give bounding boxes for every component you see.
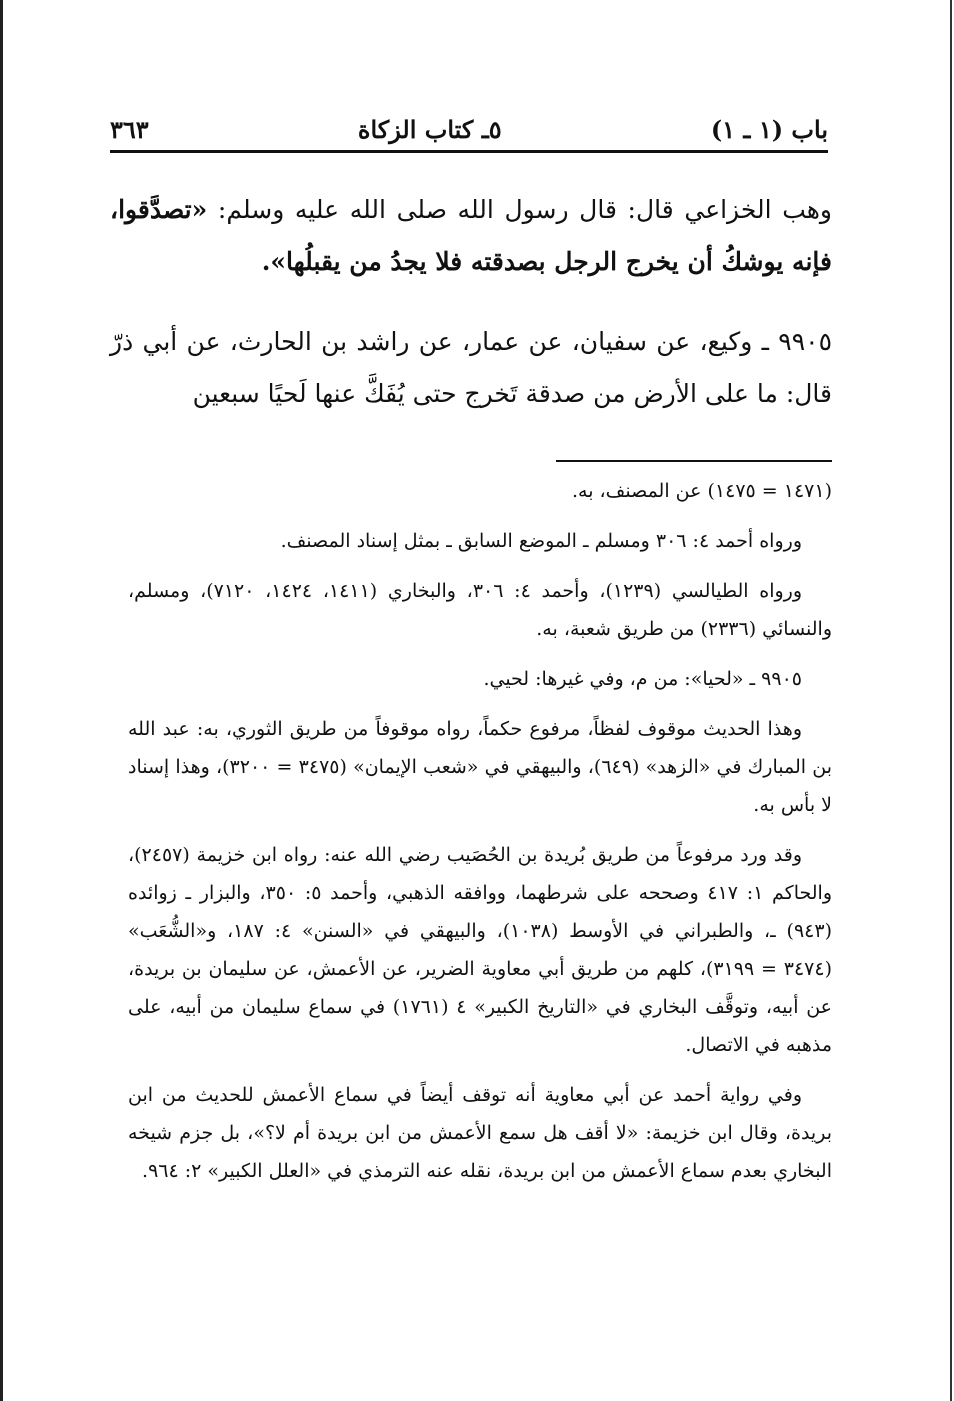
page-number: ٣٦٣ (110, 114, 149, 144)
footnotes (128, 472, 832, 1202)
page-edge-left (0, 0, 3, 1401)
hadith-intro: وهب الخزاعي قال: قال رسول الله صلى الله عليه وسلم: (207, 195, 832, 224)
footnote-line: ورواه أحمد ٤: ٣٠٦ ومسلم ـ الموضع السابق ـ بمثل إسناد المصنف. (280, 530, 802, 552)
hadith-continuation (110, 184, 832, 288)
running-header (110, 108, 828, 153)
main-text-block-1 (110, 184, 832, 288)
footnote-line: وفي رواية أحمد عن أبي معاوية أنه توقف أيضاً في سماع الأعمش للحديث من ابن بريدة، وقال ابن خزيمة: «لا أقف هل سمع الأعمش من ابن بريدة أم لا؟»، بل جزم شيخه البخاري بعدم سماع الأعمش من ابن بريدة، نقله عنه الترمذي في «العلل الكبير» ٢: ٩٦٤. (128, 1084, 832, 1182)
chapter-label: باب (١ ـ ١) (710, 114, 828, 144)
hadith-quote: «تصدَّقوا، فإنه يوشكُ أن يخرج الرجل بصدقته فلا يجدُ من يقبلُها». (110, 195, 832, 276)
page-edge-right (950, 0, 952, 1401)
footnote-line: وقد ورد مرفوعاً من طريق بُريدة بن الحُصَيب رضي الله عنه: رواه ابن خزيمة (٢٤٥٧)، والحاكم ١: ٤١٧ وصححه على شرطهما، ووافقه الذهبي، وأحمد ٥: ٣٥٠، والبزار ـ زوائده (٩٤٣) ـ، والطبراني في الأوسط (١٠٣٨)، والبيهقي في «السنن» ٤: ١٨٧، و«الشُّعَب» (٣٤٧٤ = ٣١٩٩)، كلهم من طريق أبي معاوية الضرير، عن الأعمش، عن سليمان بن بريدة، عن أبيه، وتوقَّف البخاري في «التاريخ الكبير» ٤ (١٧٦١) في سماع سليمان من أبيه، على مذهبه في الاتصال. (128, 844, 833, 1056)
footnote-separator (556, 460, 832, 462)
footnote-line: (١٤٧١ = ١٤٧٥) عن المصنف، به. (572, 480, 832, 502)
book-title: ٥ـ كتاب الزكاة (357, 114, 502, 144)
footnote-line: ٩٩٠٥ ـ «لحيا»: من م، وفي غيرها: لحيي. (483, 668, 802, 690)
main-text-block-2 (110, 316, 832, 420)
footnote-line: وهذا الحديث موقوف لفظاً، مرفوع حكماً، رواه موقوفاً من طريق الثوري، به: عبد الله بن المبارك في «الزهد» (٦٤٩)، والبيهقي في «شعب الإيمان» (٣٤٧٥ = ٣٢٠٠)، وهذا إسناد لا بأس به. (128, 718, 832, 816)
hadith-9905: ٩٩٠٥ ـ وكيع، عن سفيان، عن عمار، عن راشد بن الحارث، عن أبي ذرّ قال: ما على الأرض من صدقة تَخرج حتى يُفَكَّ عنها لَحيًا سبعين (110, 327, 832, 408)
footnote-line: ورواه الطيالسي (١٢٣٩)، وأحمد ٤: ٣٠٦، والبخاري (١٤١١، ١٤٢٤، ٧١٢٠)، ومسلم، والنسائي (٢٣٣٦) من طريق شعبة، به. (128, 580, 832, 640)
